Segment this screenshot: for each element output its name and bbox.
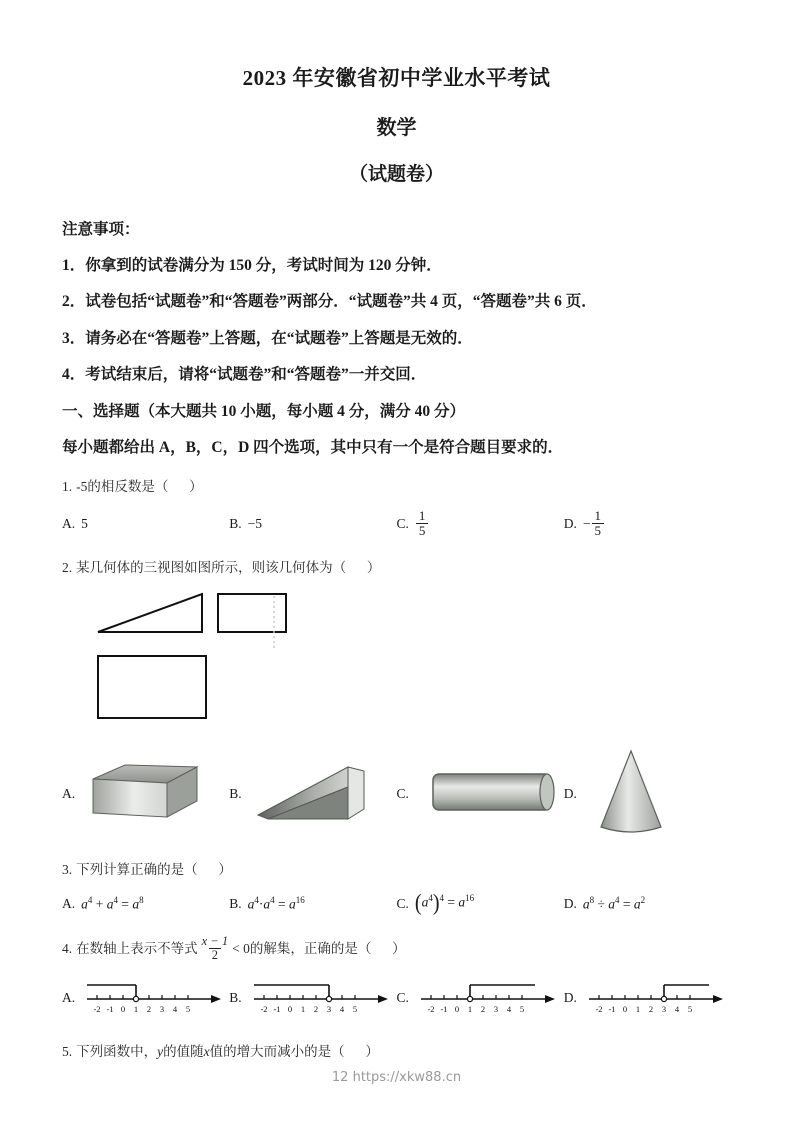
question-3-number: 3. [62, 862, 73, 878]
question-5-paren-close: ） [365, 1043, 379, 1059]
svg-text:3: 3 [160, 1003, 165, 1014]
cone-icon [587, 747, 677, 842]
svg-text:3: 3 [326, 1003, 331, 1014]
front-view-triangle [98, 594, 202, 632]
option-1-d-denominator: 5 [592, 523, 605, 538]
notice-heading: 注意事项： [62, 220, 140, 238]
option-3-a-expr: $a^4 + a^4 = a^8$ [81, 895, 144, 912]
question-3-text: 下列计算正确的是（ [76, 862, 198, 878]
question-2-options [62, 748, 731, 840]
svg-text:2: 2 [313, 1003, 318, 1014]
question-4-number: 4. [62, 940, 73, 956]
question-4-text-post: 的解集，正确的是（ [249, 940, 372, 956]
title-block [0, 0, 793, 187]
question-3-paren-close: ） [218, 862, 232, 878]
svg-text:3: 3 [493, 1003, 499, 1014]
option-2-c[interactable] [397, 762, 564, 827]
option-2-a-label: A. [62, 786, 76, 802]
option-1-d-sign: − [582, 515, 591, 531]
option-3-c-label: C. [396, 895, 409, 911]
svg-text:4: 4 [339, 1003, 344, 1014]
svg-text:4: 4 [173, 1003, 178, 1014]
option-3-d-label: D. [563, 895, 577, 911]
page-footer: 12 https://xkw88.cn [331, 1070, 462, 1085]
svg-text:-1: -1 [273, 1003, 281, 1014]
question-3-stem [62, 860, 731, 880]
question-4-numerator: x − 1 [201, 934, 229, 949]
triangular-prism-icon [252, 757, 372, 832]
question-4-options [62, 975, 731, 1022]
option-4-b-label: B. [229, 990, 242, 1006]
option-1-a[interactable] [62, 509, 229, 537]
option-3-b-expr: $a^4\cdot a^4 = a^{16}$ [247, 895, 305, 912]
svg-text:0: 0 [622, 1003, 627, 1014]
question-2-number: 2. [62, 559, 73, 575]
three-view-drawing [90, 584, 370, 734]
option-1-c-denominator: 5 [416, 523, 429, 538]
question-1-stem [62, 477, 731, 497]
svg-text:2: 2 [480, 1003, 486, 1014]
question-1-value: -5 [76, 479, 88, 495]
option-2-c-label: C. [396, 786, 409, 802]
option-2-b-label: B. [229, 786, 242, 802]
option-3-b-label: B. [229, 895, 242, 911]
svg-text:1: 1 [300, 1003, 305, 1014]
question-4-text-pre: 在数轴上表示不等式 [76, 940, 198, 956]
option-4-b[interactable] [229, 975, 396, 1022]
question-2 [62, 558, 731, 578]
option-3-c-expr: $(a^4)^4 = a^{16}$ [414, 890, 475, 916]
subject-title: 数学 [376, 117, 417, 140]
svg-text:-1: -1 [440, 1003, 448, 1014]
svg-text:0: 0 [287, 1003, 292, 1014]
svg-text:5: 5 [186, 1003, 191, 1014]
question-1-options [62, 509, 731, 537]
notice-item-4: 4．考试结束后，请将“试题卷”和“答题卷”一并交回． [62, 366, 427, 384]
cylinder-icon [419, 762, 569, 827]
question-4-paren-close: ） [392, 940, 406, 956]
option-1-d-fraction [592, 509, 605, 537]
option-4-d[interactable] [564, 975, 731, 1022]
number-line-a [79, 975, 229, 1022]
notice-item-3: 3．请务必在“答题卷”上答题，在“试题卷”上答题是无效的． [62, 329, 473, 347]
option-1-b[interactable] [229, 509, 396, 537]
option-1-d[interactable] [564, 509, 731, 537]
section-subheading: 每小题都给出 A，B，C，D 四个选项，其中只有一个是符合题目要求的． [62, 438, 564, 456]
svg-text:-1: -1 [608, 1003, 616, 1014]
section-heading: 一、选择题（本大题共 10 小题，每小题 4 分，满分 40 分） [62, 403, 466, 421]
question-4-fraction [199, 935, 231, 962]
question-2-paren-close: ） [366, 559, 381, 575]
option-3-a-label: A. [62, 895, 76, 911]
option-2-d[interactable] [564, 747, 731, 842]
svg-text:-2: -2 [93, 1003, 101, 1014]
svg-text:0: 0 [121, 1003, 126, 1014]
option-1-d-numerator: 1 [594, 508, 601, 524]
svg-text:2: 2 [648, 1003, 653, 1014]
question-5-text-post: 值的增大而减小的是（ [209, 1043, 345, 1059]
svg-text:-1: -1 [106, 1003, 114, 1014]
svg-text:0: 0 [454, 1003, 460, 1014]
option-2-b[interactable] [229, 757, 396, 832]
option-3-d[interactable] [564, 892, 731, 915]
svg-text:-2: -2 [427, 1003, 435, 1014]
svg-text:5: 5 [519, 1003, 525, 1014]
question-1-number: 1. [62, 479, 73, 495]
svg-text:1: 1 [635, 1003, 640, 1014]
option-3-c[interactable] [397, 892, 564, 915]
option-2-a[interactable] [62, 757, 229, 832]
question-2-text: 某几何体的三视图如图所示，则该几何体为（ [76, 559, 347, 575]
number-line-d [581, 975, 731, 1022]
option-1-b-label: B. [229, 515, 242, 531]
option-1-c-label: C. [396, 515, 409, 531]
question-5-stem [62, 1042, 731, 1062]
document-body [0, 217, 793, 1062]
question-2-stem [62, 558, 731, 578]
question-3-options [62, 892, 731, 915]
question-1-text: 的相反数是（ [87, 479, 169, 495]
svg-text:-2: -2 [595, 1003, 603, 1014]
svg-text:4: 4 [506, 1003, 512, 1014]
option-4-c-label: C. [396, 990, 409, 1006]
three-view-figure [62, 584, 731, 734]
svg-text:2: 2 [147, 1003, 152, 1014]
option-4-a[interactable] [62, 975, 229, 1022]
question-4-denominator: 2 [209, 948, 221, 962]
question-5-var-y: y [157, 1043, 164, 1059]
question-1-paren-close: ） [189, 479, 203, 495]
svg-text:3: 3 [661, 1003, 666, 1014]
question-4-stem [62, 935, 731, 962]
notice-item-1: 1．你拿到的试卷满分为 150 分，考试时间为 120 分钟． [62, 256, 442, 274]
cuboid-icon [85, 757, 205, 832]
option-1-d-label: D. [563, 515, 577, 531]
option-2-d-label: D. [563, 786, 577, 802]
option-1-c-fraction [416, 509, 429, 537]
side-view-rectangle [218, 594, 286, 632]
option-3-d-expr: $a^8 \div a^4 = a^2$ [582, 895, 646, 912]
option-3-b[interactable] [229, 892, 396, 915]
question-5 [62, 1042, 731, 1062]
option-1-c[interactable] [397, 509, 564, 537]
option-1-a-label: A. [62, 515, 76, 531]
option-1-b-value: −5 [247, 515, 263, 531]
option-4-a-label: A. [62, 990, 76, 1006]
svg-text:-2: -2 [260, 1003, 268, 1014]
question-5-var-x: x [203, 1043, 210, 1059]
svg-text:1: 1 [134, 1003, 139, 1014]
question-1 [62, 477, 731, 497]
option-3-a[interactable] [62, 892, 229, 915]
option-1-c-numerator: 1 [418, 508, 426, 524]
question-3 [62, 860, 731, 880]
svg-text:5: 5 [687, 1003, 692, 1014]
svg-text:4: 4 [674, 1003, 679, 1014]
option-1-a-value: 5 [81, 515, 88, 531]
question-4 [62, 935, 731, 962]
paper-kind: （试题卷） [348, 164, 444, 186]
question-5-text-pre: 下列函数中， [76, 1043, 158, 1059]
svg-text:5: 5 [352, 1003, 357, 1014]
question-4-relation: < 0 [232, 940, 250, 956]
svg-text:1: 1 [467, 1003, 473, 1014]
number-line-c [413, 975, 563, 1022]
notice-item-2: 2．试卷包括“试题卷”和“答题卷”两部分．“试题卷”共 4 页，“答题卷”共 6 页． [62, 293, 597, 311]
page-title: 2023 年安徽省初中学业水平考试 [242, 66, 551, 90]
option-4-d-label: D. [563, 990, 577, 1006]
option-4-c[interactable] [397, 975, 564, 1022]
number-line-b [246, 975, 396, 1022]
top-view-rectangle [98, 656, 206, 718]
question-5-number: 5. [62, 1043, 73, 1059]
question-5-text-mid: 的值随 [163, 1043, 204, 1059]
